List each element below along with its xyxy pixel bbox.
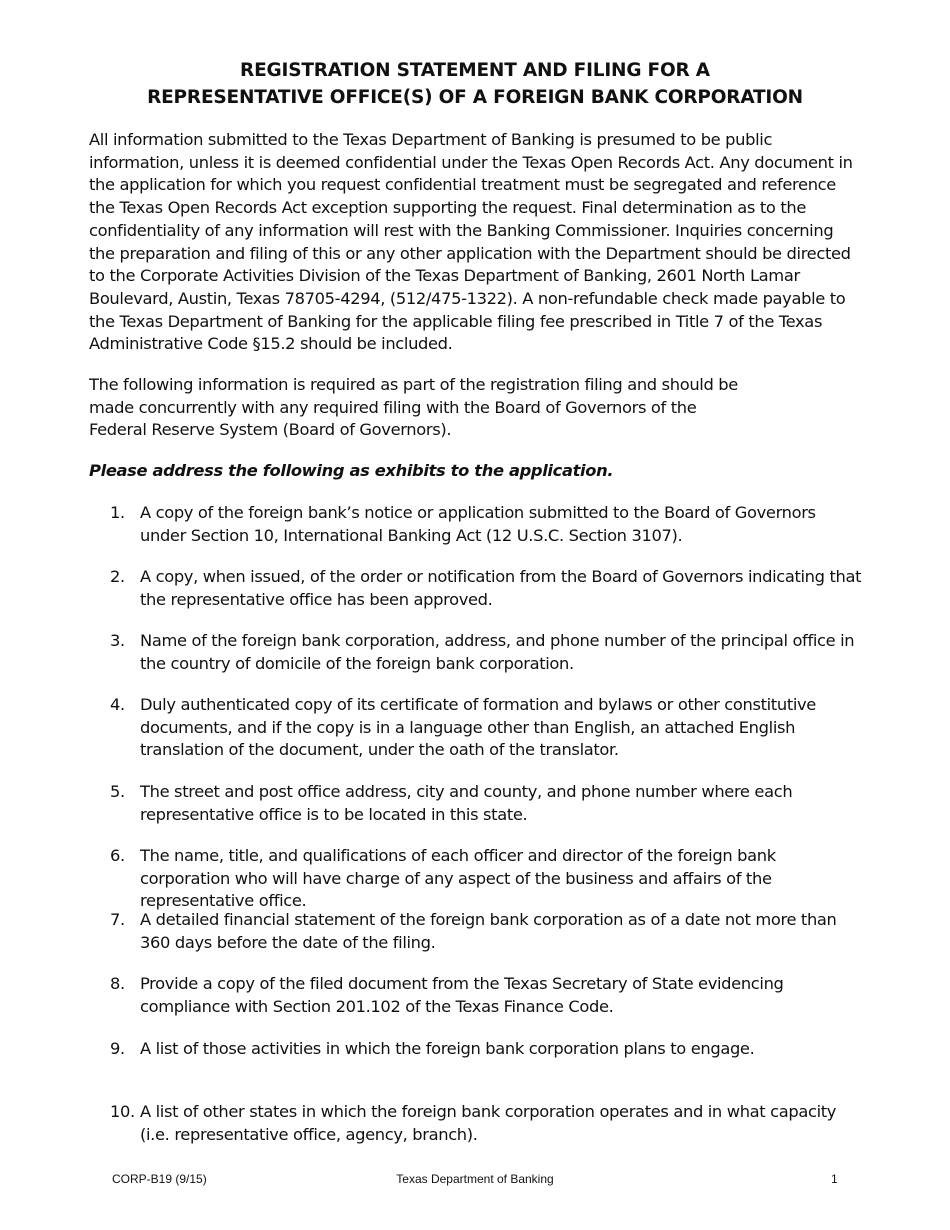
exhibit-text: A detailed financial statement of the foreign bank corporation as of a date not more than 360 days before the date of the filing. (140, 910, 837, 952)
exhibit-number: 1. (110, 503, 125, 522)
exhibit-item-4 (110, 694, 862, 762)
exhibit-text: A list of those activities in which the foreign bank corporation plans to engage. (140, 1039, 755, 1058)
exhibit-item-2 (110, 566, 862, 611)
exhibit-text: A copy of the foreign bank’s notice or application submitted to the Board of Governors under Section 10, International Banking Act (12 U.S.C. Section 3107). (140, 503, 816, 545)
exhibit-number: 5. (110, 782, 125, 801)
footer-agency: Texas Department of Banking (396, 1172, 554, 1186)
exhibit-text: A list of other states in which the foreign bank corporation operates and in what capacity (i.e. representative office, agency, branch). (140, 1102, 837, 1144)
exhibit-text: A copy, when issued, of the order or notification from the Board of Governors indicating that the representative office has been approved. (140, 567, 862, 609)
exhibit-number: 3. (110, 631, 125, 650)
footer-page-number: 1 (831, 1172, 838, 1186)
exhibit-number: 10. (110, 1102, 135, 1121)
title-line-1: REGISTRATION STATEMENT AND FILING FOR A (240, 60, 710, 81)
exhibit-number: 2. (110, 567, 125, 586)
exhibit-item-1 (110, 502, 862, 547)
exhibit-number: 4. (110, 695, 125, 714)
exhibit-item-5 (110, 781, 862, 826)
document-title (0, 57, 950, 111)
exhibit-item-7 (110, 909, 862, 954)
exhibit-item-3 (110, 630, 862, 675)
exhibit-text: Duly authenticated copy of its certificate of formation and bylaws or other constitutive documents, and if the copy is in a language other than English, an attached English translation of the document, under the oath of the translator. (140, 695, 816, 760)
exhibit-item-8 (110, 973, 862, 1018)
exhibit-text: Name of the foreign bank corporation, address, and phone number of the principal office in the country of domicile of the foreign bank corporation. (140, 631, 855, 673)
exhibit-number: 8. (110, 974, 125, 993)
exhibit-text: The street and post office address, city and county, and phone number where each representative office is to be located in this state. (140, 782, 793, 824)
exhibit-item-6 (110, 845, 862, 913)
requirement-paragraph: The following information is required as part of the registration filing and should be made concurrently with any required filing with the Board of Governors of the Federal Reserve System (Board of Governors). (89, 375, 738, 440)
title-line-2: REPRESENTATIVE OFFICE(S) OF A FOREIGN BANK CORPORATION (147, 87, 803, 108)
exhibit-number: 9. (110, 1039, 125, 1058)
exhibit-text: Provide a copy of the filed document from the Texas Secretary of State evidencing compliance with Section 201.102 of the Texas Finance Code. (140, 974, 784, 1016)
exhibits-instruction: Please address the following as exhibits to the application. (89, 461, 614, 480)
exhibit-text: The name, title, and qualifications of each officer and director of the foreign bank corporation who will have charge of any aspect of the business and affairs of the representative office. (140, 846, 776, 911)
confidentiality-paragraph: All information submitted to the Texas Department of Banking is presumed to be public information, unless it is deemed confidential under the Texas Open Records Act. Any document in the application for which you request confidential treatment must be segregated and reference the Texas Open Records Act exception supporting the request. Final determination as to the confidentiality of any information will rest with the Banking Commissioner. Inquiries concerning the preparation and filing of this or any other application with the Department should be directed to the Corporate Activities Division of the Texas Department of Banking, 2601 North Lamar Boulevard, Austin, Texas 78705-4294, (512/475-1322). A non-refundable check made payable to the Texas Department of Banking for the applicable filing fee prescribed in Title 7 of the Texas Administrative Code §15.2 should be included. (89, 130, 853, 354)
footer-form-id: CORP-B19 (9/15) (112, 1172, 207, 1186)
exhibit-item-9 (110, 1038, 862, 1061)
exhibit-number: 6. (110, 846, 125, 865)
exhibit-item-10 (110, 1101, 862, 1146)
exhibit-number: 7. (110, 910, 125, 929)
